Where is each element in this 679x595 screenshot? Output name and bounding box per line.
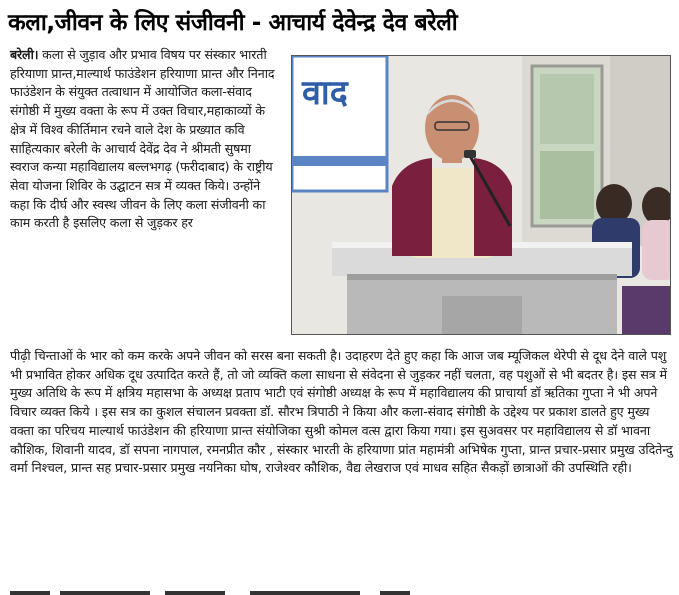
dateline: बरेली। bbox=[10, 47, 39, 62]
headline: कला,जीवन के लिए संजीवनी - आचार्य देवेन्द्र देव बरेली bbox=[8, 10, 458, 36]
event-photo bbox=[291, 55, 671, 335]
article-full-width-text: पीढ़ी चिन्ताओं के भार को कम करके अपने जीवन को सरस बना सकती है। उदाहरण देते हुए कहा कि आज जब म्यूजिकल थेरेपी से दूध देने वाले पशु भी प्रभावित होकर अधिक दूध उत्पादित करते हैं, तो जो व्यक्ति कला साधना से संवेदना से जुड़कर नहीं चलता, वह पशुओं से भी बदतर है। इस सत्र में मुख्य अतिथि के रूप में क्षत्रिय महासभा के अध्यक्ष प्रताप भाटी एवं संगोष्ठी अध्यक्ष के रूप में महाविद्यालय की प्राचार्या डॉ ऋतिका गुप्ता ने भी अपने विचार व्यक्त किये । इस सत्र का कुशल संचालन प्रवक्ता डॉ. सौरभ त्रिपाठी ने किया और कला-संवाद संगोष्ठी के उद्देश्य पर प्रकाश डालते हुए मुख्य वक्ता का परिचय माल्यार्थ फाउंडेशन की हरियाणा प्रान्त संयोजिका सुश्री कोमल वत्स द्वारा किया गया। इस सुअवसर पर महाविद्यालय से डॉ भावना कौशिक, शिवानी यादव, डॉ सपना नागपाल, रमनप्रीत कौर , संस्कार भारती के हरियाणा प्रांत महामंत्री अभिषेक गुप्ता, प्रान्त प्रचार-प्रसार प्रमुख उदितेन्दु वर्मा निश्चल, प्रान्त सह प्रचार-प्रसार प्रमुख नयनिका घोष, राजेश्वर कौशिक, वैद्य लेखराज एवं माधव सहित सैकड़ों छात्राओं की उपस्थिति रही। bbox=[10, 348, 673, 476]
column-body: कला से जुड़ाव और प्रभाव विषय पर संस्कार भारती हरियाणा प्रान्त,माल्यार्थ फाउंडेशन हरियाणा प्रान्त और निनाद फाउंडेशन के संयुक्त तत्वाधान में आयोजित कला-संवाद संगोष्ठी में मुख्य वक्ता के रूप में उक्त विचार,महाकाव्यों के क्षेत्र में विश्व कीर्तिमान रचने वाले देश के प्रख्यात कवि साहित्यकार बरेली के आचार्य देवेंद्र देव ने श्रीमती सुषमा स्वराज कन्या महाविद्यालय बल्लभगढ़ (फरीदाबाद) के राष्ट्रीय सेवा योजना शिविर के उद्घाटन सत्र में व्यक्त किये। उन्होंने कहा कि दीर्घ और स्वस्थ जीवन के लिए कला संजीवनी का काम करती है इसलिए कला से जुड़कर हर bbox=[10, 47, 275, 231]
article-column-text bbox=[10, 46, 282, 233]
banner-text: वाद bbox=[302, 73, 348, 113]
speaker-illustration bbox=[292, 56, 671, 335]
next-article-cutoff bbox=[0, 589, 679, 595]
